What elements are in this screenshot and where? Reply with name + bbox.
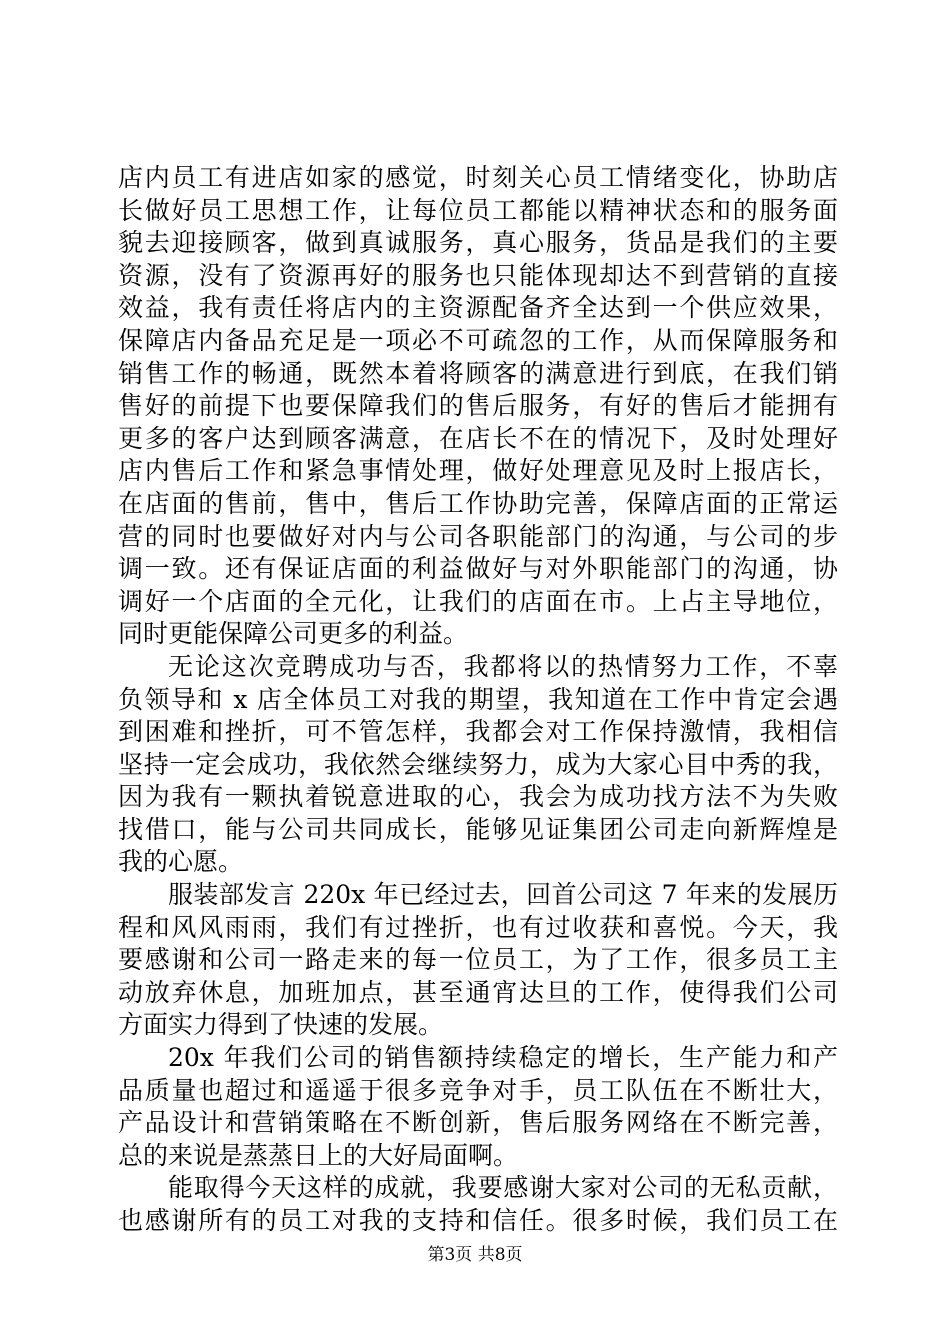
text-line: 资源，没有了资源再好的服务也只能体现却达不到营销的直接 bbox=[118, 260, 838, 290]
text-line: 也感谢所有的员工对我的支持和信任。很多时候，我们员工在 bbox=[118, 1206, 838, 1235]
text-line: 售好的前提下也要保障我们的售后服务，有好的售后才能拥有 bbox=[118, 391, 838, 421]
text-line: 找借口，能与公司共同成长，能够见证集团公司走向新辉煌是 bbox=[118, 814, 838, 844]
body-text bbox=[118, 162, 838, 1238]
text-line: 动放弃休息，加班加点，甚至通宵达旦的工作，使得我们公司 bbox=[118, 977, 838, 1007]
text-line: 负领导和 x 店全体员工对我的期望，我知道在工作中肯定会遇 bbox=[118, 684, 838, 714]
page-footer: 第3页 共8页 bbox=[427, 1245, 523, 1265]
text-line: 要感谢和公司一路走来的每一位员工，为了工作，很多员工主 bbox=[118, 945, 838, 975]
text-line: 调好一个店面的全元化，让我们的店面在市。上占主导地位， bbox=[118, 586, 838, 616]
text-line: 同时更能保障公司更多的利益。 bbox=[118, 619, 469, 649]
text-line: 程和风风雨雨，我们有过挫折，也有过收获和喜悦。今天，我 bbox=[118, 912, 838, 942]
text-line: 能取得今天这样的成就，我要感谢大家对公司的无私贡献， bbox=[168, 1173, 838, 1203]
text-line: 销售工作的畅通，既然本着将顾客的满意进行到底，在我们销 bbox=[118, 358, 838, 388]
text-line: 方面实力得到了快速的发展。 bbox=[118, 1010, 444, 1040]
text-line: 长做好员工思想工作，让每位员工都能以精神状态和的服务面 bbox=[118, 195, 838, 225]
text-line: 店内员工有进店如家的感觉，时刻关心员工情绪变化，协助店 bbox=[118, 163, 838, 192]
text-line: 在店面的售前，售中，售后工作协助完善，保障店面的正常运 bbox=[118, 488, 838, 518]
text-line: 无论这次竞聘成功与否，我都将以的热情努力工作，不辜 bbox=[168, 651, 838, 681]
text-line: 坚持一定会成功，我依然会继续努力，成为大家心目中秀的我， bbox=[118, 749, 838, 779]
text-line: 20x 年我们公司的销售额持续稳定的增长，生产能力和产 bbox=[168, 1043, 838, 1073]
text-line: 产品设计和营销策略在不断创新，售后服务网络在不断完善， bbox=[118, 1108, 838, 1138]
text-line: 调一致。还有保证店面的利益做好与对外职能部门的沟通，协 bbox=[118, 554, 838, 584]
text-line: 我的心愿。 bbox=[118, 847, 244, 877]
text-line: 服装部发言 220x 年已经过去，回首公司这 7 年来的发展历 bbox=[168, 880, 838, 910]
text-line: 总的来说是蒸蒸日上的大好局面啊。 bbox=[118, 1140, 519, 1170]
text-line: 店内售后工作和紧急事情处理，做好处理意见及时上报店长， bbox=[118, 456, 838, 486]
text-line: 到困难和挫折，可不管怎样，我都会对工作保持激情，我相信 bbox=[118, 717, 838, 747]
text-line: 品质量也超过和遥遥于很多竞争对手，员工队伍在不断壮大， bbox=[118, 1075, 838, 1105]
text-line: 貌去迎接顾客，做到真诚服务，真心服务，货品是我们的主要 bbox=[118, 228, 838, 258]
text-line: 效益，我有责任将店内的主资源配备齐全达到一个供应效果， bbox=[118, 293, 838, 323]
text-line: 因为我有一颗执着锐意进取的心，我会为成功找方法不为失败 bbox=[118, 782, 838, 812]
text-line: 更多的客户达到顾客满意，在店长不在的情况下，及时处理好 bbox=[118, 423, 838, 453]
text-line: 营的同时也要做好对内与公司各职能部门的沟通，与公司的步 bbox=[118, 521, 838, 551]
text-line: 保障店内备品充足是一项必不可疏忽的工作，从而保障服务和 bbox=[118, 325, 838, 355]
